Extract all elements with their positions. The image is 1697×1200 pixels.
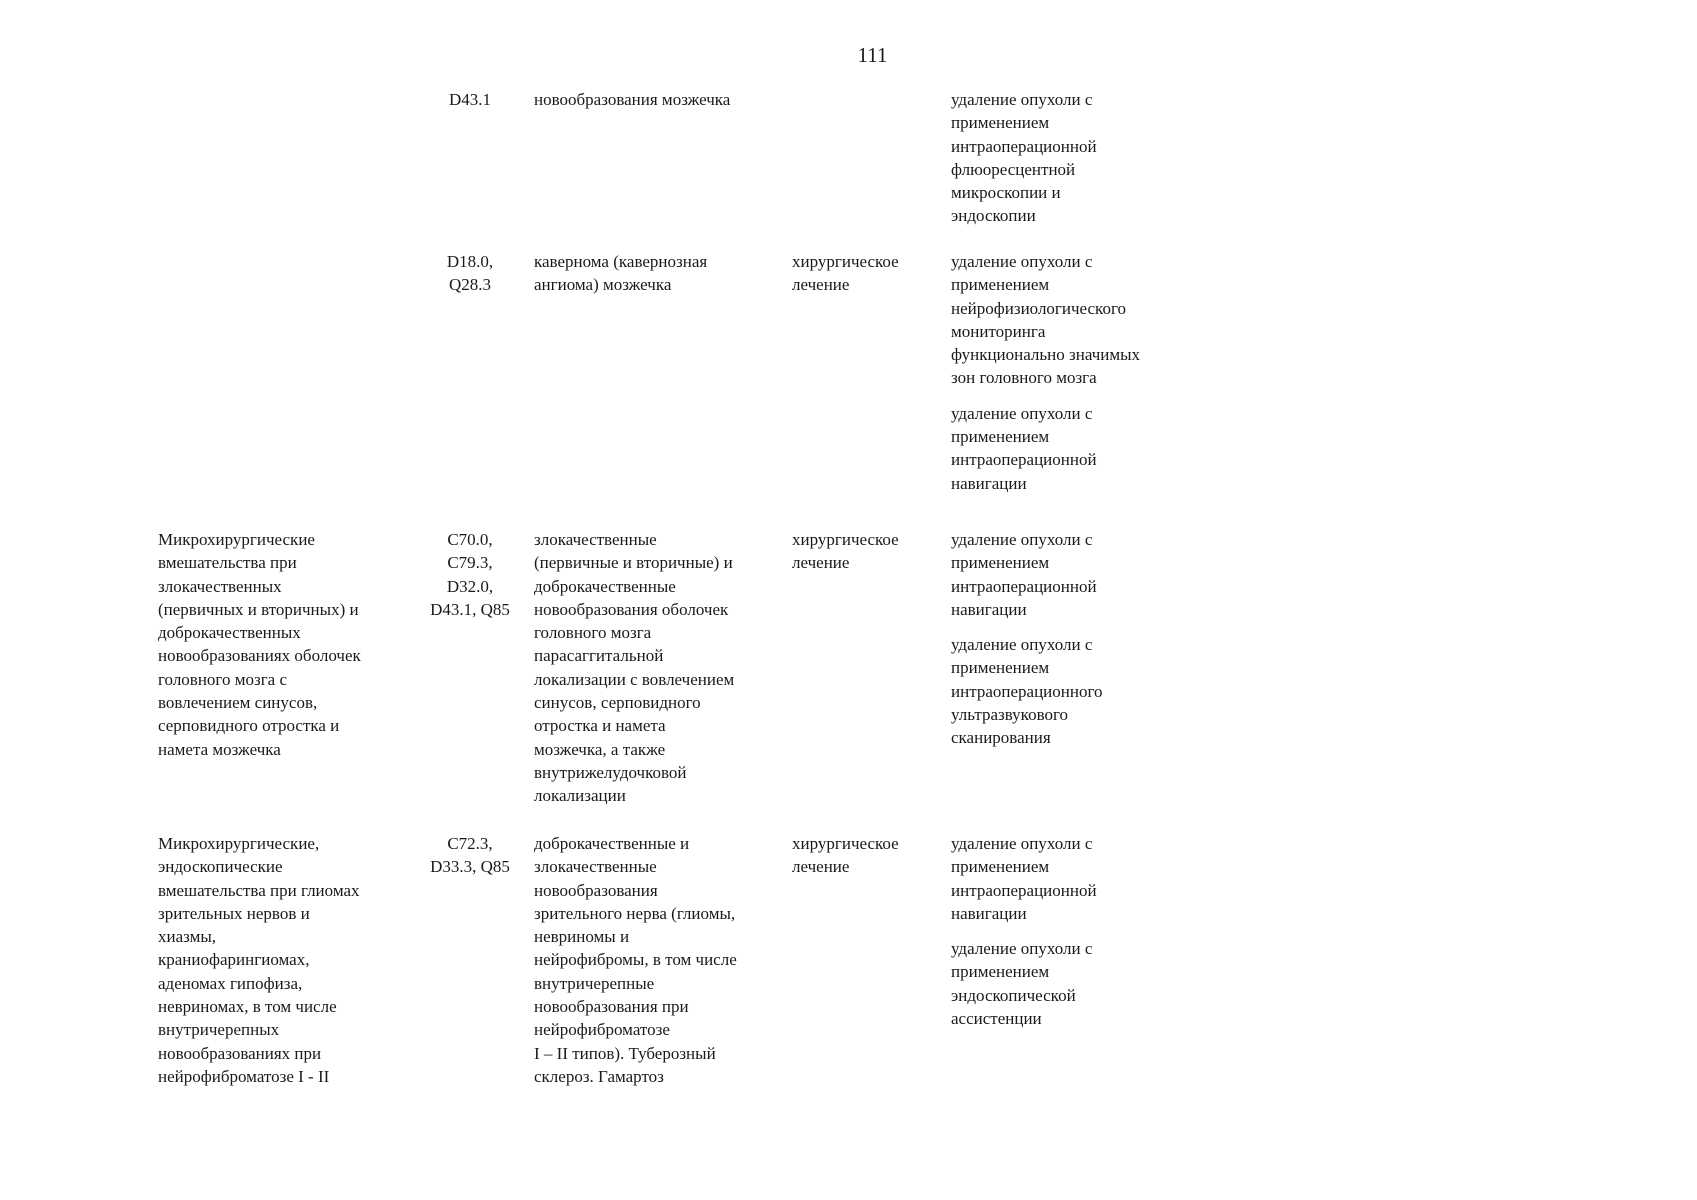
method-line: применением [951, 962, 1050, 982]
diagnosis-line: I – II типов). Туберозный [534, 1043, 716, 1063]
procedure-title-line: доброкачественных [158, 623, 301, 643]
treatment-type-line: хирургическое [792, 530, 899, 549]
icd-code-line: D43.1, Q85 [430, 599, 510, 619]
treatment-type-cell [792, 832, 942, 879]
diagnosis-line: кавернома (кавернозная [534, 252, 708, 271]
method-line: нейрофизиологического [951, 298, 1127, 318]
diagnosis-line: новообразования оболочек [534, 599, 729, 619]
method-item [951, 402, 1201, 495]
method-cell [951, 250, 1201, 507]
method-item [951, 633, 1201, 749]
diagnosis-line: доброкачественные [534, 576, 676, 596]
procedure-title-line: аденомах гипофиза, [158, 973, 303, 993]
method-line: зон головного мозга [951, 368, 1097, 388]
method-line: навигации [951, 473, 1027, 493]
procedure-title-line: краниофарингиомах, [158, 950, 310, 970]
diagnosis-line: локализации с вовлечением [534, 669, 735, 689]
diagnosis-line: мозжечка, а также [534, 739, 666, 759]
treatment-type-cell [792, 250, 942, 297]
method-line: интраоперационной [951, 136, 1097, 156]
diagnosis-line: внутричерепные [534, 973, 655, 993]
procedure-title-line: Микрохирургические, [158, 834, 320, 853]
procedure-title-line: эндоскопические [158, 857, 283, 877]
method-line: применением [951, 427, 1050, 447]
procedure-title-line: вмешательства при глиомах [158, 880, 360, 900]
diagnosis-cell [534, 832, 784, 1088]
method-line: удаление опухоли с [951, 252, 1093, 271]
icd-code-line: C70.0, [447, 530, 493, 549]
treatment-type-line: хирургическое [792, 252, 899, 271]
diagnosis-line: новообразования мозжечка [534, 90, 731, 109]
method-line: интраоперационной [951, 880, 1097, 900]
method-line: применением [951, 658, 1050, 678]
method-line: ассистенции [951, 1009, 1042, 1029]
treatment-type-line: лечение [792, 275, 850, 295]
method-line: удаление опухоли с [951, 403, 1093, 423]
procedure-title-line: новообразованиях при [158, 1043, 322, 1063]
method-line: удаление опухоли с [951, 530, 1093, 549]
method-item [951, 832, 1201, 925]
procedure-title-line: зрительных нервов и [158, 903, 310, 923]
method-line: удаление опухоли с [951, 834, 1093, 853]
method-line: навигации [951, 903, 1027, 923]
diagnosis-line: головного мозга [534, 623, 652, 643]
method-line: микроскопии и [951, 183, 1061, 203]
treatment-type-line: лечение [792, 857, 850, 877]
icd-code-line: D43.1 [448, 90, 492, 109]
procedure-title-line: головного мозга с [158, 669, 288, 689]
method-line: сканирования [951, 728, 1051, 748]
procedure-title-line: новообразованиях оболочек [158, 646, 361, 666]
diagnosis-line: (первичные и вторичные) и [534, 553, 733, 573]
procedure-title-cell [158, 832, 408, 1088]
icd-code-cell [418, 88, 522, 111]
diagnosis-line: новообразования при [534, 997, 689, 1017]
treatment-type-line: хирургическое [792, 834, 899, 853]
diagnosis-cell [534, 528, 784, 808]
procedure-title-line: Микрохирургические [158, 530, 315, 549]
method-item [951, 88, 1201, 228]
procedure-title-line: невриномах, в том числе [158, 997, 337, 1017]
diagnosis-line: доброкачественные и [534, 834, 690, 853]
diagnosis-line: внутрижелудочковой [534, 762, 687, 782]
treatment-type-line: лечение [792, 553, 850, 573]
procedure-title-line: (первичных и вторичных) и [158, 599, 359, 619]
diagnosis-line: синусов, серповидного [534, 693, 701, 713]
method-line: флюоресцентной [951, 159, 1076, 179]
method-line: интраоперационного [951, 681, 1103, 701]
diagnosis-line: новообразования [534, 880, 658, 900]
icd-code-line: D32.0, [446, 576, 494, 596]
diagnosis-line: нейрофибромы, в том числе [534, 950, 737, 970]
method-line: интраоперационной [951, 450, 1097, 470]
procedure-title-line: вмешательства при [158, 553, 297, 573]
diagnosis-line: ангиома) мозжечка [534, 275, 672, 295]
procedure-title-line: нейрофиброматозе I - II [158, 1066, 330, 1086]
diagnosis-line: отростка и намета [534, 716, 666, 736]
icd-code-cell [418, 250, 522, 297]
method-line: удаление опухоли с [951, 939, 1093, 959]
page-number: 111 [857, 43, 888, 67]
procedure-title-line: намета мозжечка [158, 739, 281, 759]
method-line: применением [951, 553, 1050, 573]
method-line: мониторинга [951, 321, 1046, 341]
method-item [951, 250, 1201, 390]
diagnosis-line: склероз. Гамартоз [534, 1066, 664, 1086]
diagnosis-cell [534, 88, 784, 111]
method-line: интраоперационной [951, 576, 1097, 596]
diagnosis-cell [534, 250, 784, 297]
diagnosis-line: локализации [534, 786, 626, 806]
procedure-title-line: злокачественных [158, 576, 282, 596]
method-line: применением [951, 857, 1050, 877]
method-line: эндоскопии [951, 206, 1036, 226]
icd-code-line: D33.3, Q85 [430, 857, 510, 877]
icd-code-line: C79.3, [447, 553, 493, 573]
method-line: ультразвукового [951, 705, 1069, 725]
diagnosis-line: злокачественные [534, 530, 657, 549]
procedure-title-line: вовлечением синусов, [158, 693, 318, 713]
icd-code-line: D18.0, [446, 252, 494, 271]
icd-code-line: Q28.3 [448, 275, 492, 295]
procedure-title-line: хиазмы, [158, 927, 217, 947]
icd-code-cell [418, 832, 522, 879]
method-line: эндоскопической [951, 985, 1076, 1005]
procedure-title-line: серповидного отростка и [158, 716, 340, 736]
diagnosis-line: нейрофиброматозе [534, 1020, 670, 1040]
diagnosis-line: парасаггитальной [534, 646, 664, 666]
method-line: навигации [951, 599, 1027, 619]
diagnosis-line: невриномы и [534, 927, 630, 947]
method-item [951, 528, 1201, 621]
method-cell [951, 528, 1201, 762]
diagnosis-line: зрительного нерва (глиомы, [534, 903, 736, 923]
method-line: удаление опухоли с [951, 90, 1093, 109]
treatment-type-cell [792, 528, 942, 575]
icd-code-cell [418, 528, 522, 621]
method-line: удаление опухоли с [951, 635, 1093, 655]
method-cell [951, 832, 1201, 1042]
method-cell [951, 88, 1201, 240]
procedure-title-cell [158, 528, 408, 761]
procedure-title-line: внутричерепных [158, 1020, 280, 1040]
method-item [951, 937, 1201, 1030]
method-line: применением [951, 113, 1050, 133]
method-line: функционально значимых [951, 345, 1141, 365]
diagnosis-line: злокачественные [534, 857, 657, 877]
method-line: применением [951, 275, 1050, 295]
icd-code-line: C72.3, [447, 834, 493, 853]
